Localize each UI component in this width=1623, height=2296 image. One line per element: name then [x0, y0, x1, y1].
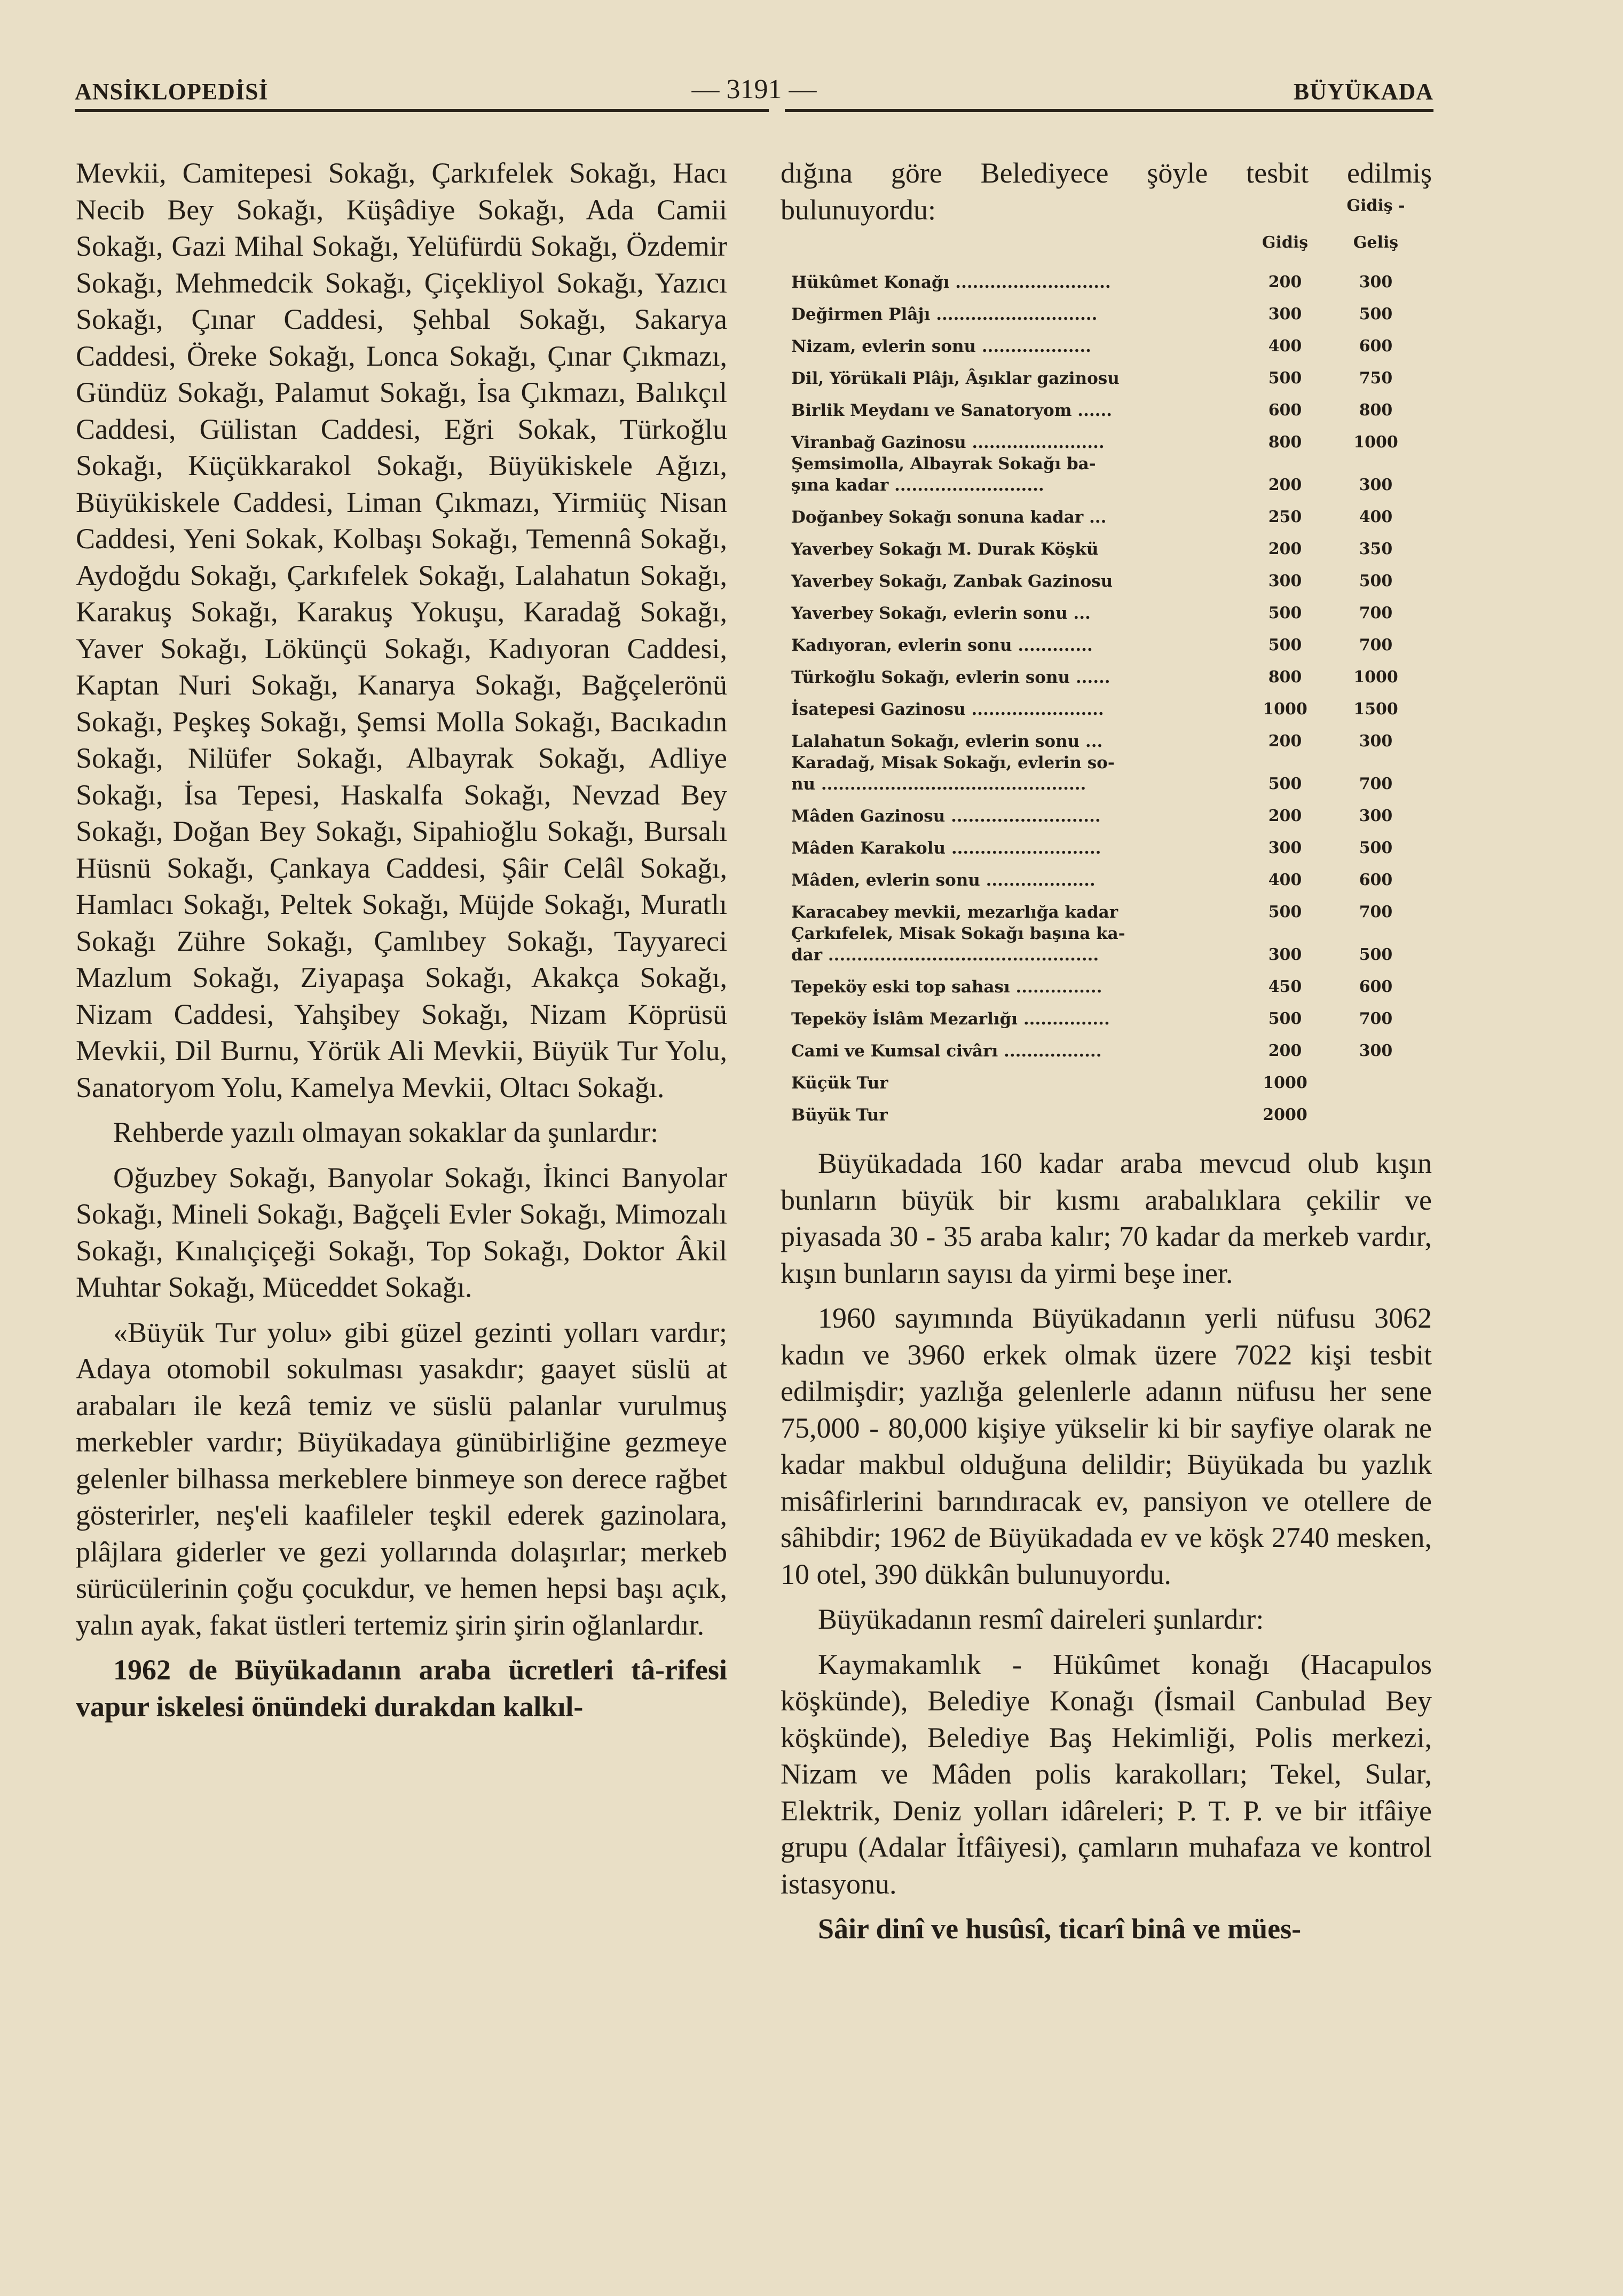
- fare-round-trip-value: 600: [1359, 977, 1393, 996]
- fare-round-trip-value: 700: [1359, 636, 1393, 654]
- fare-one-way-value: 200: [1268, 807, 1302, 825]
- fare-destination: Türkoğlu Sokağı, evlerin sonu ......: [791, 668, 1110, 687]
- header-encyclopedia-title: ANSİKLOPEDİSİ: [75, 78, 269, 105]
- fare-one-way-value: 500: [1268, 775, 1302, 793]
- fare-destination: Doğanbey Sokağı sonuna kadar ...: [791, 508, 1107, 527]
- fare-row: [791, 560, 1427, 592]
- fare-row: [791, 592, 1427, 624]
- fare-destination: Karadağ, Misak Sokağı, evlerin so- nu ..............................................: [791, 753, 1115, 794]
- fare-one-way-value: 200: [1268, 476, 1302, 494]
- fare-destination: Şemsimolla, Albayrak Sokağı ba- şına kadar ..........................: [791, 454, 1096, 495]
- fare-destination: Çarkıfelek, Misak Sokağı başına ka- dar ...............................................: [791, 924, 1125, 965]
- fare-destination: Yaverbey Sokağı, Zanbak Gazinosu: [791, 572, 1113, 591]
- fare-destination: Büyük Tur: [791, 1106, 888, 1125]
- right-column: [781, 155, 1432, 1956]
- header-entry-title: BÜYÜKADA: [1293, 78, 1433, 105]
- fare-one-way-value: 800: [1268, 668, 1302, 687]
- header-rule-left: [75, 109, 769, 112]
- fare-destination: Cami ve Kumsal civârı .................: [791, 1042, 1102, 1061]
- fare-round-trip-value: 500: [1359, 572, 1393, 590]
- fare-round-trip-value: 700: [1359, 1009, 1393, 1028]
- fare-round-trip-value: 600: [1359, 871, 1393, 889]
- fare-row: [791, 891, 1427, 923]
- fare-round-trip-value: 300: [1359, 807, 1393, 825]
- fare-row: [791, 1062, 1427, 1094]
- fare-row: [791, 720, 1427, 752]
- fares-intro-continued: dığına göre Belediyece şöyle tesbit edilmiş bulunuyordu:: [781, 157, 1432, 226]
- fare-round-trip-value: 600: [1359, 337, 1393, 356]
- fare-row: [791, 453, 1427, 496]
- fare-row: [791, 389, 1427, 421]
- fare-row: [791, 827, 1427, 859]
- fare-row: [791, 293, 1427, 325]
- fare-row: [791, 496, 1427, 528]
- fare-round-trip-value: 350: [1359, 540, 1393, 558]
- fare-row: [791, 923, 1427, 966]
- unlisted-streets-intro: Rehberde yazılı olmayan sokaklar da şunlardır:: [113, 1116, 659, 1148]
- fare-one-way-value: 300: [1268, 572, 1302, 590]
- fare-one-way-value: 300: [1268, 945, 1302, 964]
- fare-destination: Lalahatun Sokağı, evlerin sonu ...: [791, 732, 1103, 751]
- fare-one-way-value: 2000: [1263, 1106, 1307, 1124]
- fare-destination: Birlik Meydanı ve Sanatoryom ......: [791, 401, 1113, 420]
- fare-one-way-value: 200: [1268, 732, 1302, 751]
- fare-round-trip-value: 800: [1359, 401, 1393, 420]
- fare-col-one-way: Gidiş: [1262, 233, 1309, 252]
- carriage-fares-intro: 1962 de Büyükadanın araba ücretleri tâ-rifesi vapur iskelesi önündeki durakdan kalkıl-: [76, 1654, 727, 1723]
- fare-destination: Mâden, evlerin sonu ...................: [791, 871, 1096, 890]
- fare-destination: Dil, Yörükali Plâjı, Âşıklar gazinosu: [791, 369, 1120, 388]
- fare-table-body: [791, 261, 1427, 1126]
- fare-round-trip-value: 1500: [1353, 700, 1398, 719]
- fare-round-trip-value: 300: [1359, 732, 1393, 751]
- fare-one-way-value: 1000: [1263, 700, 1307, 719]
- fare-round-trip-value: 500: [1359, 305, 1393, 324]
- unlisted-streets-paragraph: Oğuzbey Sokağı, Banyolar Sokağı, İkinci Banyolar Sokağı, Mineli Sokağı, Bağçeli Evler Sokağı, Mimozalı Sokağı, Kınalıçiçeği Sokağı, Top Sokağı, Doktor Âkil Muhtar Sokağı, Müceddet Sokağı.: [76, 1161, 727, 1303]
- fare-destination: Yaverbey Sokağı, evlerin sonu ...: [791, 604, 1091, 623]
- fare-one-way-value: 400: [1268, 337, 1302, 356]
- fare-one-way-value: 600: [1268, 401, 1302, 420]
- fare-row: [791, 325, 1427, 357]
- fare-table-header: [791, 196, 1427, 261]
- tour-road-paragraph: «Büyük Tur yolu» gibi güzel gezinti yolları vardır; Adaya otomobil sokulması yasakdır; gaayet süslü at arabaları ile kezâ temiz ve süslü palanlar vurulmuş merkebler vardır; Büyükadaya günübirliğine gezmeye gelenler bilhassa merkeblere binmeye son derece rağbet gösterirler, neş'eli kaafileler teşkil ederek gazinolara, plâjlara giderler ve gezi yollarında dolaşırlar; merkeb sürücülerinin çoğu çocukdur, ve hemen hepsi başı açık, yalın ayak, fakat üstleri tertemiz şirin şirin oğlanlardır.: [76, 1316, 727, 1641]
- fare-round-trip-value: 500: [1359, 839, 1393, 857]
- fare-destination: Karacabey mevkii, mezarlığa kadar: [791, 903, 1118, 922]
- fare-one-way-value: 500: [1268, 636, 1302, 654]
- fare-round-trip-value: 1000: [1353, 668, 1398, 687]
- fare-destination: İsatepesi Gazinosu .......................: [791, 700, 1104, 719]
- fare-round-trip-value: 400: [1359, 508, 1393, 526]
- fare-one-way-value: 200: [1268, 273, 1302, 291]
- fare-row: [791, 1030, 1427, 1062]
- fare-one-way-value: 800: [1268, 433, 1302, 452]
- street-list-paragraph: Mevkii, Camitepesi Sokağı, Çarkıfelek Sokağı, Hacı Necib Bey Sokağı, Küşâdiye Sokağı, Ada Camii Sokağı, Gazi Mihal Sokağı, Yelüfürdü Sokağı, Özdemir Sokağı, Mehmedcik Sokağı, Çiçekliyol Sokağı, Yazıcı Sokağı, Çınar Caddesi, Şehbal Sokağı, Sakarya Caddesi, Öreke Sokağı, Lonca Sokağı, Çınar Çıkmazı, Gündüz Sokağı, Palamut Sokağı, İsa Çıkmazı, Balıkçıl Caddesi, Gülistan Caddesi, Eğri Sokak, Türkoğlu Sokağı, Küçükkarakol Sokağı, Büyükiskele Ağızı, Büyükiskele Caddesi, Liman Çıkmazı, Yirmiüç Nisan Caddesi, Yeni Sokak, Kolbaşı Sokağı, Temennâ Sokağı, Aydoğdu Sokağı, Çarkıfelek Sokağı, Lalahatun Sokağı, Karakuş Sokağı, Karakuş Yokuşu, Karadağ Sokağı, Yaver Sokağı, Lökünçü Sokağı, Kadıyoran Caddesi, Kaptan Nuri Sokağı, Kanarya Sokağı, Bağçelerönü Sokağı, Peşkeş Sokağı, Şemsi Molla Sokağı, Bacıkadın Sokağı, Nilüfer Sokağı, Albayrak Sokağı, Adliye Sokağı, İsa Tepesi, Haskalfa Sokağı, Nevzad Bey Sokağı, Doğan Bey Sokağı, Sipahioğlu Sokağı, Bursalı Hüsnü Sokağı, Çankaya Caddesi, Şâir Celâl Sokağı, Hamlacı Sokağı, Peltek Sokağı, Müjde Sokağı, Muratlı Sokağı Zühre Sokağı, Çamlıbey Sokağı, Tayyareci Mazlum Sokağı, Ziyapaşa Sokağı, Akakça Sokağı, Nizam Caddesi, Yahşibey Sokağı, Nizam Köprüsü Mevkii, Dil Burnu, Yörük Ali Mevkii, Büyük Tur Yolu, Sanatoryom Yolu, Kamelya Mevkii, Oltacı Sokağı.: [76, 157, 727, 1103]
- fare-destination: Değirmen Plâjı ............................: [791, 305, 1098, 324]
- fare-row: [791, 528, 1427, 560]
- fare-row: [791, 357, 1427, 389]
- fare-one-way-value: 200: [1268, 1042, 1302, 1060]
- fare-row: [791, 1094, 1427, 1126]
- fare-round-trip-value: 300: [1359, 273, 1393, 291]
- fare-one-way-value: 500: [1268, 369, 1302, 388]
- fare-round-trip-value: 700: [1359, 903, 1393, 921]
- fare-row: [791, 421, 1427, 453]
- fare-col-round-trip: Gidiş - Geliş: [1346, 196, 1405, 252]
- page-number: — 3191 —: [691, 74, 817, 105]
- fare-round-trip-value: 500: [1359, 945, 1393, 964]
- fare-round-trip-value: 300: [1359, 1042, 1393, 1060]
- fare-round-trip-value: 700: [1359, 775, 1393, 793]
- fare-row: [791, 752, 1427, 795]
- fare-destination: Yaverbey Sokağı M. Durak Köşkü: [791, 540, 1099, 559]
- fare-destination: Nizam, evlerin sonu ...................: [791, 337, 1091, 356]
- fare-destination: Mâden Gazinosu ..........................: [791, 807, 1101, 826]
- fare-row: [791, 656, 1427, 688]
- fare-one-way-value: 200: [1268, 540, 1302, 558]
- fare-row: [791, 998, 1427, 1030]
- fare-round-trip-value: 750: [1359, 369, 1393, 388]
- fare-one-way-value: 450: [1268, 977, 1302, 996]
- fare-one-way-value: 500: [1268, 604, 1302, 622]
- left-column: [76, 155, 727, 1733]
- fare-round-trip-value: 300: [1359, 476, 1393, 494]
- fare-destination: Mâden Karakolu ..........................: [791, 839, 1101, 858]
- offices-intro: Büyükadanın resmî daireleri şunlardır:: [818, 1603, 1264, 1635]
- page-header: [75, 74, 1433, 111]
- offices-paragraph: Kaymakamlık - Hükûmet konağı (Hacapulos köşkünde), Belediye Konağı (İsmail Canbulad Bey köşkünde), Belediye Baş Hekimliği, Polis merkezi, Nizam ve Mâden polis karakolları; Tekel, Sular, Elektrik, Deniz yolları idâreleri; P. T. P. ve bir itfâiye grupu (Adalar İtfâiyesi), çamların muhafaza ve kontrol istasyonu.: [781, 1648, 1432, 1900]
- fare-destination: Tepeköy İslâm Mezarlığı ...............: [791, 1009, 1110, 1029]
- fare-destination: Kadıyoran, evlerin sonu .............: [791, 636, 1093, 655]
- fare-one-way-value: 300: [1268, 839, 1302, 857]
- fare-destination: Küçük Tur: [791, 1074, 888, 1093]
- fare-one-way-value: 250: [1268, 508, 1302, 526]
- fare-row: [791, 859, 1427, 891]
- other-buildings-line: Sâir dinî ve husûsî, ticarî binâ ve mües-: [818, 1913, 1302, 1945]
- fare-one-way-value: 1000: [1263, 1074, 1307, 1092]
- fare-destination: Tepeköy eski top sahası ...............: [791, 977, 1102, 997]
- header-rule-right: [785, 109, 1433, 112]
- fare-table: [791, 196, 1427, 1126]
- fare-row: [791, 624, 1427, 656]
- fare-round-trip-value: 1000: [1353, 433, 1398, 452]
- fare-row: [791, 795, 1427, 827]
- carriages-paragraph: Büyükadada 160 kadar araba mevcud olub kışın bunların büyük bir kısmı arabalıklara çekilir ve piyasada 30 - 35 araba kalır; 70 kadar da merkeb vardır, kışın bunların sayısı da yirmi beşe iner.: [781, 1147, 1432, 1289]
- fare-one-way-value: 400: [1268, 871, 1302, 889]
- fare-row: [791, 688, 1427, 720]
- population-paragraph: 1960 sayımında Büyükadanın yerli nüfusu 3062 kadın ve 3960 erkek olmak üzere 7022 kişi tesbit edilmişdir; yazlığa gelenlerle adanın nüfusu her sene 75,000 - 80,000 kişiye yükselir ki bir sayfiye olarak ne kadar makbul olduğuna delildir; Büyükada bu yazlık misâfirlerini barındıracak ev, pansiyon ve otellere de sâhibdir; 1962 de Büyükadada ev ve köşk 2740 mesken, 10 otel, 390 dükkân bulunuyordu.: [781, 1302, 1432, 1590]
- fare-destination: Hükûmet Konağı ...........................: [791, 273, 1111, 292]
- fare-one-way-value: 300: [1268, 305, 1302, 324]
- fare-one-way-value: 500: [1268, 1009, 1302, 1028]
- fare-row: [791, 261, 1427, 293]
- fare-round-trip-value: 700: [1359, 604, 1393, 622]
- fare-row: [791, 966, 1427, 998]
- fare-destination: Viranbağ Gazinosu .......................: [791, 433, 1105, 452]
- fare-one-way-value: 500: [1268, 903, 1302, 921]
